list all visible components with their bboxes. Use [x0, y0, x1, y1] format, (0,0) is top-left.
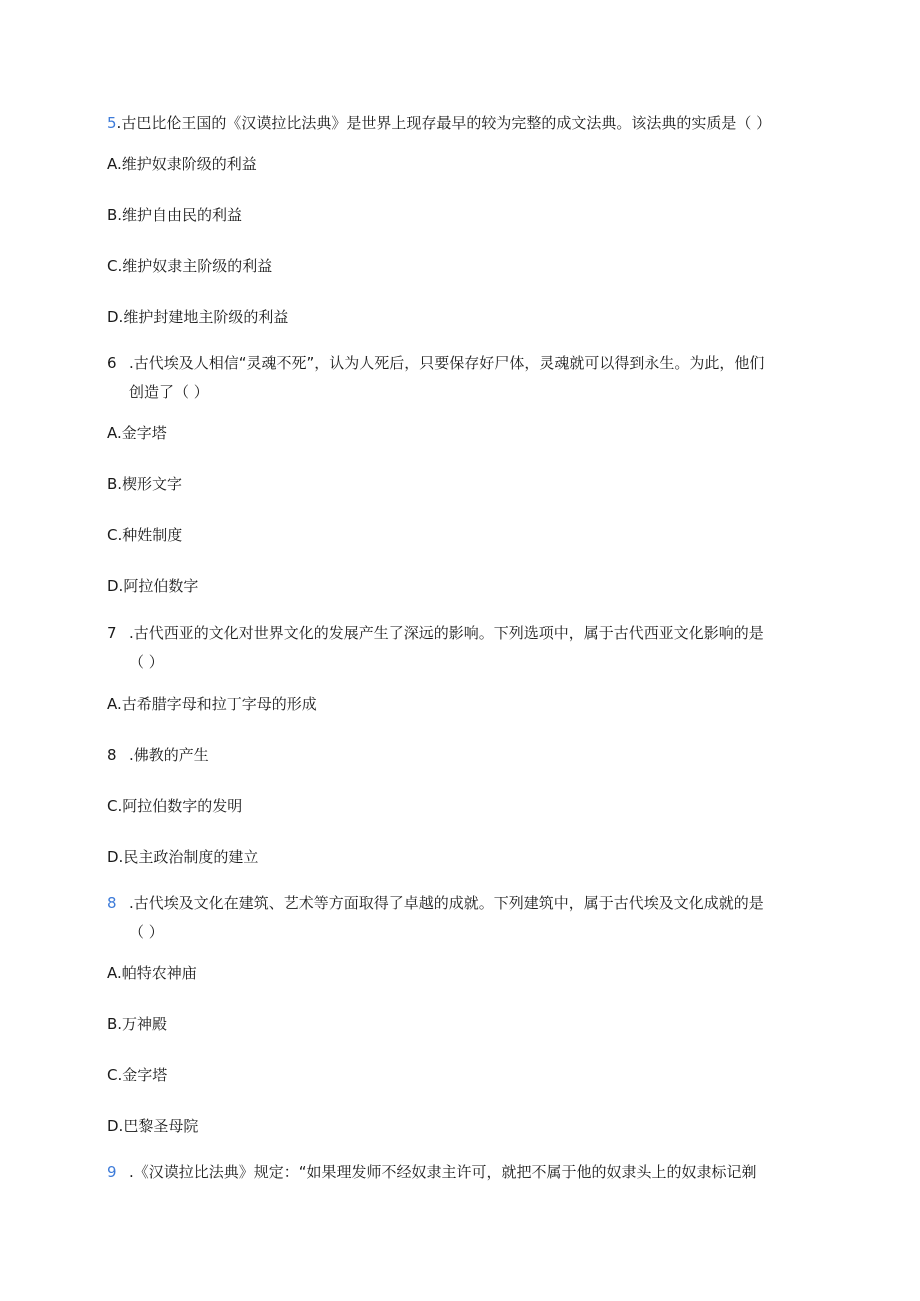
option-text: .佛教的产生 — [129, 746, 209, 764]
option-number: 8 — [107, 746, 117, 764]
option-b-misnumbered — [107, 745, 209, 765]
question-number: 8 — [107, 894, 117, 912]
question-7 — [107, 623, 764, 643]
question-text-line2: 创造了（ ） — [129, 383, 209, 401]
question-number: 5 — [107, 114, 117, 132]
option-a: A.古希腊字母和拉丁字母的形成 — [107, 695, 317, 713]
option-d: D.阿拉伯数字 — [107, 577, 199, 595]
question-text-line1: .《汉谟拉比法典》规定：“如果理发师不经奴隶主许可，就把不属于他的奴隶头上的奴隶标记剃 — [129, 1163, 757, 1181]
option-d: D.维护封建地主阶级的利益 — [107, 308, 289, 326]
option-a: A.维护奴隶阶级的利益 — [107, 155, 257, 173]
question-text-line1: .古代埃及人相信“灵魂不死”，认为人死后，只要保存好尸体，灵魂就可以得到永生。为此，他们 — [129, 354, 765, 372]
option-c: C.种姓制度 — [107, 526, 183, 544]
option-c: C.金字塔 — [107, 1066, 168, 1084]
option-b: B.维护自由民的利益 — [107, 206, 243, 224]
option-d: D.民主政治制度的建立 — [107, 848, 259, 866]
option-b: B.楔形文字 — [107, 475, 183, 493]
option-b: B.万神殿 — [107, 1015, 168, 1033]
question-9 — [107, 1162, 757, 1182]
question-5 — [107, 113, 771, 133]
question-text: .古巴比伦王国的《汉谟拉比法典》是世界上现存最早的较为完整的成文法典。该法典的实质是（ ） — [116, 114, 772, 132]
option-a: A.金字塔 — [107, 424, 167, 442]
option-d: D.巴黎圣母院 — [107, 1117, 199, 1135]
question-text-line2: （ ） — [129, 653, 164, 671]
question-number: 9 — [107, 1163, 117, 1181]
question-number: 7 — [107, 624, 117, 642]
question-8 — [107, 893, 764, 913]
question-6 — [107, 353, 764, 373]
question-text-line1: .古代埃及文化在建筑、艺术等方面取得了卓越的成就。下列建筑中，属于古代埃及文化成就的是 — [129, 894, 764, 912]
question-text-line1: .古代西亚的文化对世界文化的发展产生了深远的影响。下列选项中，属于古代西亚文化影响的是 — [129, 624, 764, 642]
question-number: 6 — [107, 354, 117, 372]
option-a: A.帕特农神庙 — [107, 964, 197, 982]
question-text-line2: （ ） — [129, 923, 164, 941]
option-c: C.阿拉伯数字的发明 — [107, 797, 243, 815]
option-c: C.维护奴隶主阶级的利益 — [107, 257, 273, 275]
